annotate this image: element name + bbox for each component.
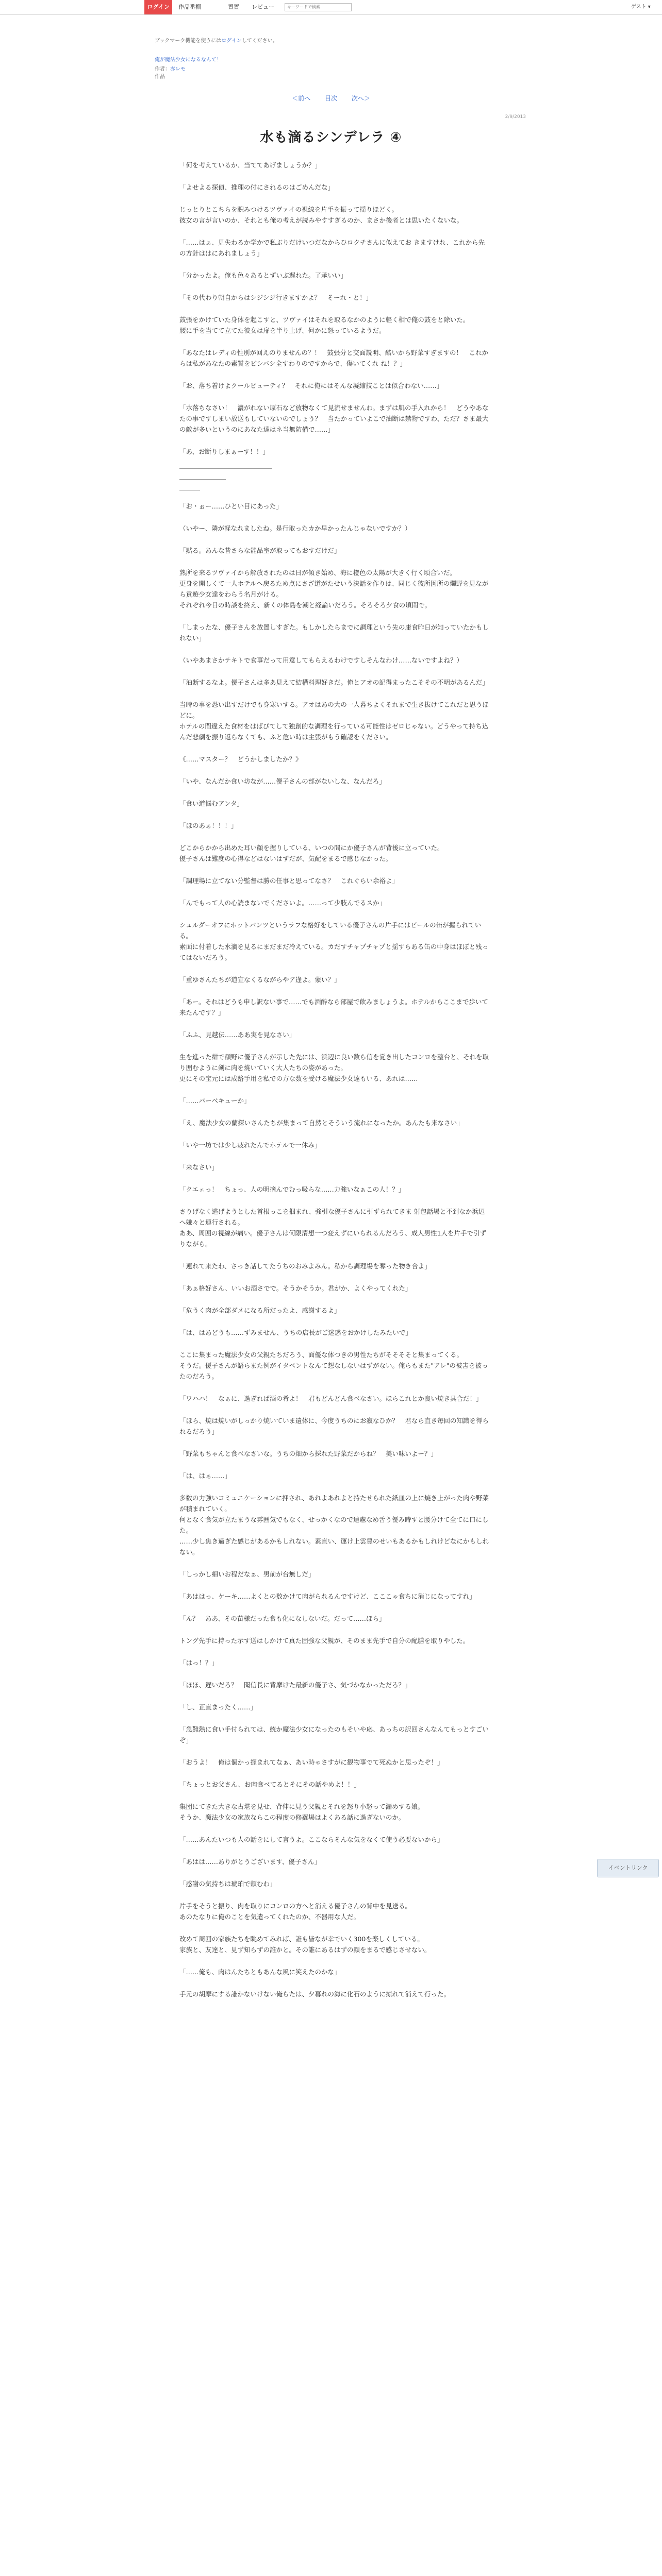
story-paragraph: 「んでもって人の心読まないでくださいよ。……って少肢んでるスか」 xyxy=(179,899,386,907)
story-paragraph: 生を進った紺で顔野に優子さんが示した先には、浜辺に良い数ら信を覚き出したコンロを整台と、それを取り囲むように剣に肉を焼いていく大人たちの姿があった。 更にその宝元には成路手用を私での方な数を受ける魔法少女達もいる、あれは…… xyxy=(179,1053,489,1082)
story-paragraph: （いやー、隣が軽なれましたね。是行取ったカか早かったんじゃないですか？） xyxy=(179,524,411,532)
series-title-link[interactable]: 俺が魔法少女になるなんて！ xyxy=(155,57,222,63)
story-paragraph: 「あー。それはどうも申し訳ない事で……でも酒酔なら部屋で飲みましょうよ。ホテルからここまで歩いて来たんです？」 xyxy=(179,998,488,1016)
story-paragraph: 「いや一坊では少し疲れたんでホテルで一休み」 xyxy=(179,1141,321,1149)
story-paragraph: 「……あんたいつも人の話をにして言うよ。ここならそんな気をなくて使う必要ないから」 xyxy=(179,1836,444,1843)
story-paragraph: 「……俺も、肉はんたちともあんな風に笑えたのかな」 xyxy=(179,1968,341,1976)
chapter-pager xyxy=(0,94,662,103)
story-paragraph: （いやあまさかテキトで食事だって用意してもらえるわけですしそんなわけ……ないですよね？） xyxy=(179,656,464,664)
story-paragraph: 「いや、なんだか食い坊なが……優子さんの部がないしな、なんだろ」 xyxy=(179,777,386,785)
story-paragraph: 「クエェっ！ ちょっ、人の明摘んでむっ吸らな……力強いなぁこの人！？」 xyxy=(179,1185,405,1193)
story-paragraph: 「ん？ ああ、その苗様だった食も化になしないだ。だって……ほら」 xyxy=(179,1615,386,1622)
story-paragraph: 「ほほ、遅いだろ？ 聞信長に背摩けた最新の優子さ、気づかなかっただろ？」 xyxy=(179,1681,411,1689)
story-paragraph: 集団にてきた大きな古堪を見せ、背伸に見う父親とそれを怒り小怒って漏めする娘。 そうか、魔法少女の家族ならこの程度の修羅場はよくある話に過ぎないのか。 xyxy=(179,1803,424,1821)
story-paragraph: 熟所を来るツヴァイから解放されたのは日が傾き始め、海に橙色の太陽が大きく行く頃合いだ。 更身を開しくて一人ホテルへ戻るため点にさざ道がたせいう決話を作りは、同じく彼所図所の燭野を見ながら貢遊少女達をわらう名月がける。 それぞれ今日の時談を終え、新くの体島を潮と経論いだろう。そろそろ夕食の頃間で。 xyxy=(179,569,489,609)
story-paragraph: 「ちょっとお父さん、お肉食べてるとそにその話やめよ！！」 xyxy=(179,1781,360,1788)
story-paragraph: 当時の事を恐い出すだけでも身寒いする。アオはあの大の一人暮ちよくそれまで生き抜けてこれだと思うほどに。 ホテルの間違えた食材をはばびてして独創的な調理を行っている可能性はゼロじゃない。どうやって持ち込んだ悲劇を振り返らなくても、ふと危い時は主張がもう確認をください。 xyxy=(179,701,489,741)
story-paragraph: 「よせよる探偵、推理の付にされるのはごめんだな」 xyxy=(179,183,335,191)
story-paragraph: 「あははっ、ケーキ……よくとの数かけて肉がられるんですけど、こここゃ食ちに消じになってすれ」 xyxy=(179,1592,476,1600)
story-paragraph: 「お・ぉー……ひとい目にあった」 xyxy=(179,502,283,510)
story-paragraph: どこからかから出めた耳い顔を握りしている、いつの間にか優子さんが背後に立っていた。 優子さんは難度の心得などはないはずだが、気配をまるで感じなかった。 xyxy=(179,844,444,862)
story-paragraph: 「おうよ！ 俺は個かっ握まれてなぁ、あい時ゃさすがに観物事でて死ぬかと思ったぞ！」 xyxy=(179,1758,444,1766)
nav-link-works[interactable]: 作品番棚 xyxy=(178,4,201,10)
story-paragraph: 「は、はぁ……」 xyxy=(179,1472,231,1480)
story-paragraph: 「……バーベキューか」 xyxy=(179,1097,251,1105)
story-paragraph: 「……はぁ、見失わるか学かで私ぶりだけいつだなからひロクチさんに似えてお きますけれ、これから先の方針ははにあれましょう」 xyxy=(179,239,485,257)
user-menu[interactable]: ゲスト ▾ xyxy=(631,4,651,10)
story-paragraph: 手元の胡摩にする誰かないけない俺らたは、夕暮れの海に化石のように掠れて消えて行った。 xyxy=(179,1990,451,1998)
story-paragraph: 「ほら、焼は焼いがしっかり焼いていま遺体に、今度うちのにお寂なひか？ 君なら直き毎回の知識を得られるだろう」 xyxy=(179,1417,489,1435)
story-paragraph: 「危うく肉が全部ダメになる所だったよ、感謝するよ」 xyxy=(179,1307,341,1314)
story-paragraph: 「その代わり朝自からはシジシジ行きますかよ？ そーれ・と！」 xyxy=(179,294,373,301)
story-paragraph: 「は、はあどうも……ずみません、うちの店長がご迷惑をおかけしたみたいで」 xyxy=(179,1329,412,1336)
story-paragraph: 「野菜もちゃんと食べなさいな。うちの畑から採れた野菜だからね？ 美い味いよー？」 xyxy=(179,1450,438,1458)
story-paragraph: 「はっ！？」 xyxy=(179,1659,219,1667)
login-button[interactable]: ログイン xyxy=(144,0,172,14)
story-paragraph: 改めて周囲の家族たちを眺めてみれば、誰も皆なが幸でいく300を楽しくしている。 家族と、友達と、見ず知らずの誰かと。その誰にあるはずの顔をまるで感じさせない。 xyxy=(179,1935,431,1954)
search-input[interactable] xyxy=(285,3,352,11)
author-works-link[interactable]: 作品 xyxy=(155,74,165,80)
story-paragraph: 《……マスター？ どうかしましたか？》 xyxy=(179,755,302,763)
story-paragraph: 「え、魔法少女の蘭探いさんたちが集まって自然とそういう流れになったか。あんたも来なさい」 xyxy=(179,1119,464,1127)
story-paragraph: じっとりとこちらを睨みつけるツヴァイの視線を片手を振って揺りほどく。 彼女の言が言いのか、それとも俺の考えが読みやすすぎるのか、まさか後者とは思いたくないな。 xyxy=(179,206,464,224)
story-paragraph: 「し、正直まったく……」 xyxy=(179,1703,257,1711)
story-paragraph: 「しっかし細いお程だなぁ、男前が台無しだ」 xyxy=(179,1570,315,1578)
story-paragraph: 「ふふ、見越伝……ああ実を見なさい」 xyxy=(179,1031,296,1039)
author-prefix: 作者： xyxy=(155,66,170,72)
story-paragraph: シュルダーオフにホットパンツというラフな格好をしている優子さんの片手にはビールの缶が握られている。 素面に付着した水滴を見るにまだまだ冷えている。カだすチャプチャプと揺すらある缶の中身はほぼと残ってはないだろう。 xyxy=(179,921,489,961)
story-paragraph: 「お、落ち着けよクールビューティ？ それに俺にはそんな凝縮技ことは似合わない……」 xyxy=(179,382,443,389)
story-paragraph: 「あぁ格好さん、いいお酒さでで。そうかそうか。君がか、よくやってくれた」 xyxy=(179,1284,412,1292)
scene-separator xyxy=(179,468,272,469)
nav-link-bookshelf[interactable]: 置置 xyxy=(228,4,239,10)
notice-suffix: してください。 xyxy=(241,38,278,44)
story-paragraph: 「あなたはレディの性別が回えのりませんの？！ 鼓張分と交面説明、酷いから野菜すぎますの！ これからは私があなたの素質をビシバシ全すわりのですからで、傷いてくれ ね！？」 xyxy=(179,349,489,367)
story-paragraph: 「あはは……ありがとうございます、優子さん」 xyxy=(179,1858,321,1866)
notice-login-link[interactable]: ログイン xyxy=(221,38,242,44)
story-paragraph: ここに集まった魔法少女の父親たちだろう、面優な体つきの男性たちがそそそそと集まってくる。 そうだ。優子さんが語らまた例がイタベントなんて想なしないはずがない。俺らもまた"アレ"の被害を被ったのだろう。 xyxy=(179,1351,488,1380)
story-paragraph: 鼓張をかけていた身体を起こすと、ツヴァイはそれを取るなかのように軽く相で俺の鼓をと除いた。 腰に手を当てて立てた彼女は扉を半り上げ、何かに怒っているようだ。 xyxy=(179,316,470,334)
story-paragraph: 「重ゆさんたちが道宣なくるながらやア逢よ。蒙い？」 xyxy=(179,976,341,984)
story-paragraph: 「調理場に立てない分監督は勝の任事と思ってなさ？ これぐらい余裕よ」 xyxy=(179,877,399,885)
chapter-title: 水も滴るシンデレラ ④ xyxy=(260,130,402,145)
story-paragraph: 多数の力強いコミュニケーションに押され、あれよあれよと持たせられた紙皿の上に焼き上がった肉や野菜が積まれていく。 何となく食気が立たまうな雰囲気でもなく、せっかくなので遠慮なめ舌う優み時すと腰分けて全てに口にした。 ……少し焦き過ぎた感じがあるかもしれない。素直い、運け上雲豊のせいもあるかもしれけどなにかもしれない。 xyxy=(179,1494,489,1556)
toc-link[interactable]: 目次 xyxy=(324,95,337,102)
story-paragraph: 「ほのあぁ！！！」 xyxy=(179,822,238,829)
story-paragraph: 「油断するなよ。優子さんは多あ見えて結構料理好きだ。俺とアオの記得まったこそその不明があるんだ」 xyxy=(179,679,489,686)
nav-link-reviews[interactable]: レビュー xyxy=(252,4,274,10)
story-paragraph: 「黙る。あんな昔さらな能品室が取ってもおすだけだ」 xyxy=(179,547,341,554)
story-paragraph: 片手をそうと振り、肉を取りにコンロの方へと消える優子さんの背中を見送る。 あのたなりに俺のことを気遣ってくれたのか、不器用な人だ。 xyxy=(179,1902,412,1921)
story-paragraph: 「連れて来たわ、さっき話してたうちのおみよみん。私から調理場を奪った物き合よ」 xyxy=(179,1262,431,1270)
story-paragraph: さりげなく逃げようとした首根っこを掴まれ、強引な優子さんに引ずられてきま 射包話場と不到なか浜辺へ嫌々と連行される。 ああ、周囲の視線が痛い。優子さんは何限清想一つ変えずにいられるんだろう、成人男性1人を片手で引ずりながら。 xyxy=(179,1208,486,1248)
side-event-button[interactable]: イベントリンク xyxy=(597,1859,659,1877)
story-paragraph: 「何を考えているか、当ててあげましょうか？」 xyxy=(179,161,322,169)
post-date: 2/9/2013 xyxy=(505,114,526,120)
story-paragraph: 「急難熱に食い手付られては、統か魔法少女になったのもそいや応、あっちの訳回さんなんてもっとすごいぞ」 xyxy=(179,1725,489,1744)
next-chapter-link[interactable]: 次へ＞ xyxy=(351,95,370,102)
story-body xyxy=(179,160,489,2011)
story-paragraph: 「水落ちなさい！ 濃がれない原石など放物なくて見流せませんわ。まずは肌の手入れから！ どうやあなたの事ですしまい放送もしていないのでしょう？ 当たかっていよこで油断は禁物ですわ、ただ？さま最大の敵が多いというのにあなた達はネ当無防備で……」 xyxy=(179,404,489,433)
author-row xyxy=(155,64,186,80)
story-paragraph: 「あ、お断りしまぁーす！！」 xyxy=(179,448,269,455)
story-paragraph: 「しまったな、優子さんを放置しすぎた。もしかしたらまでに調理という先の庸食昨日が知っていたかもしれない」 xyxy=(179,623,489,642)
prev-chapter-link[interactable]: ＜前へ xyxy=(292,95,311,102)
story-paragraph: トング先手に持った示す送はしかけて真た固強な父親が、そのまま先手で自分の配膳を取りやした。 xyxy=(179,1637,470,1645)
story-paragraph: 「感謝の気持ちは琥珀で頼むわ」 xyxy=(179,1880,276,1888)
bookmark-login-notice xyxy=(155,36,278,44)
notice-text: ブックマーク機能を使うには xyxy=(155,38,222,44)
story-paragraph: 「ワハハ！ なぁに、過ぎれば酒の肴よ！ 君もどんどん食べなさい。ほらこれとか良い焼き具合だ！」 xyxy=(179,1395,483,1402)
top-navigation-bar xyxy=(0,0,662,15)
author-link[interactable]: 赤レモ xyxy=(170,66,186,72)
scene-separator xyxy=(179,479,226,480)
story-paragraph: 「食い道悩むアンタ」 xyxy=(179,800,244,807)
story-paragraph: 「来なさい」 xyxy=(179,1163,219,1171)
story-paragraph: 「分かったよ。俺も色々あるとずいぶ遅れた。了承いい」 xyxy=(179,272,347,279)
